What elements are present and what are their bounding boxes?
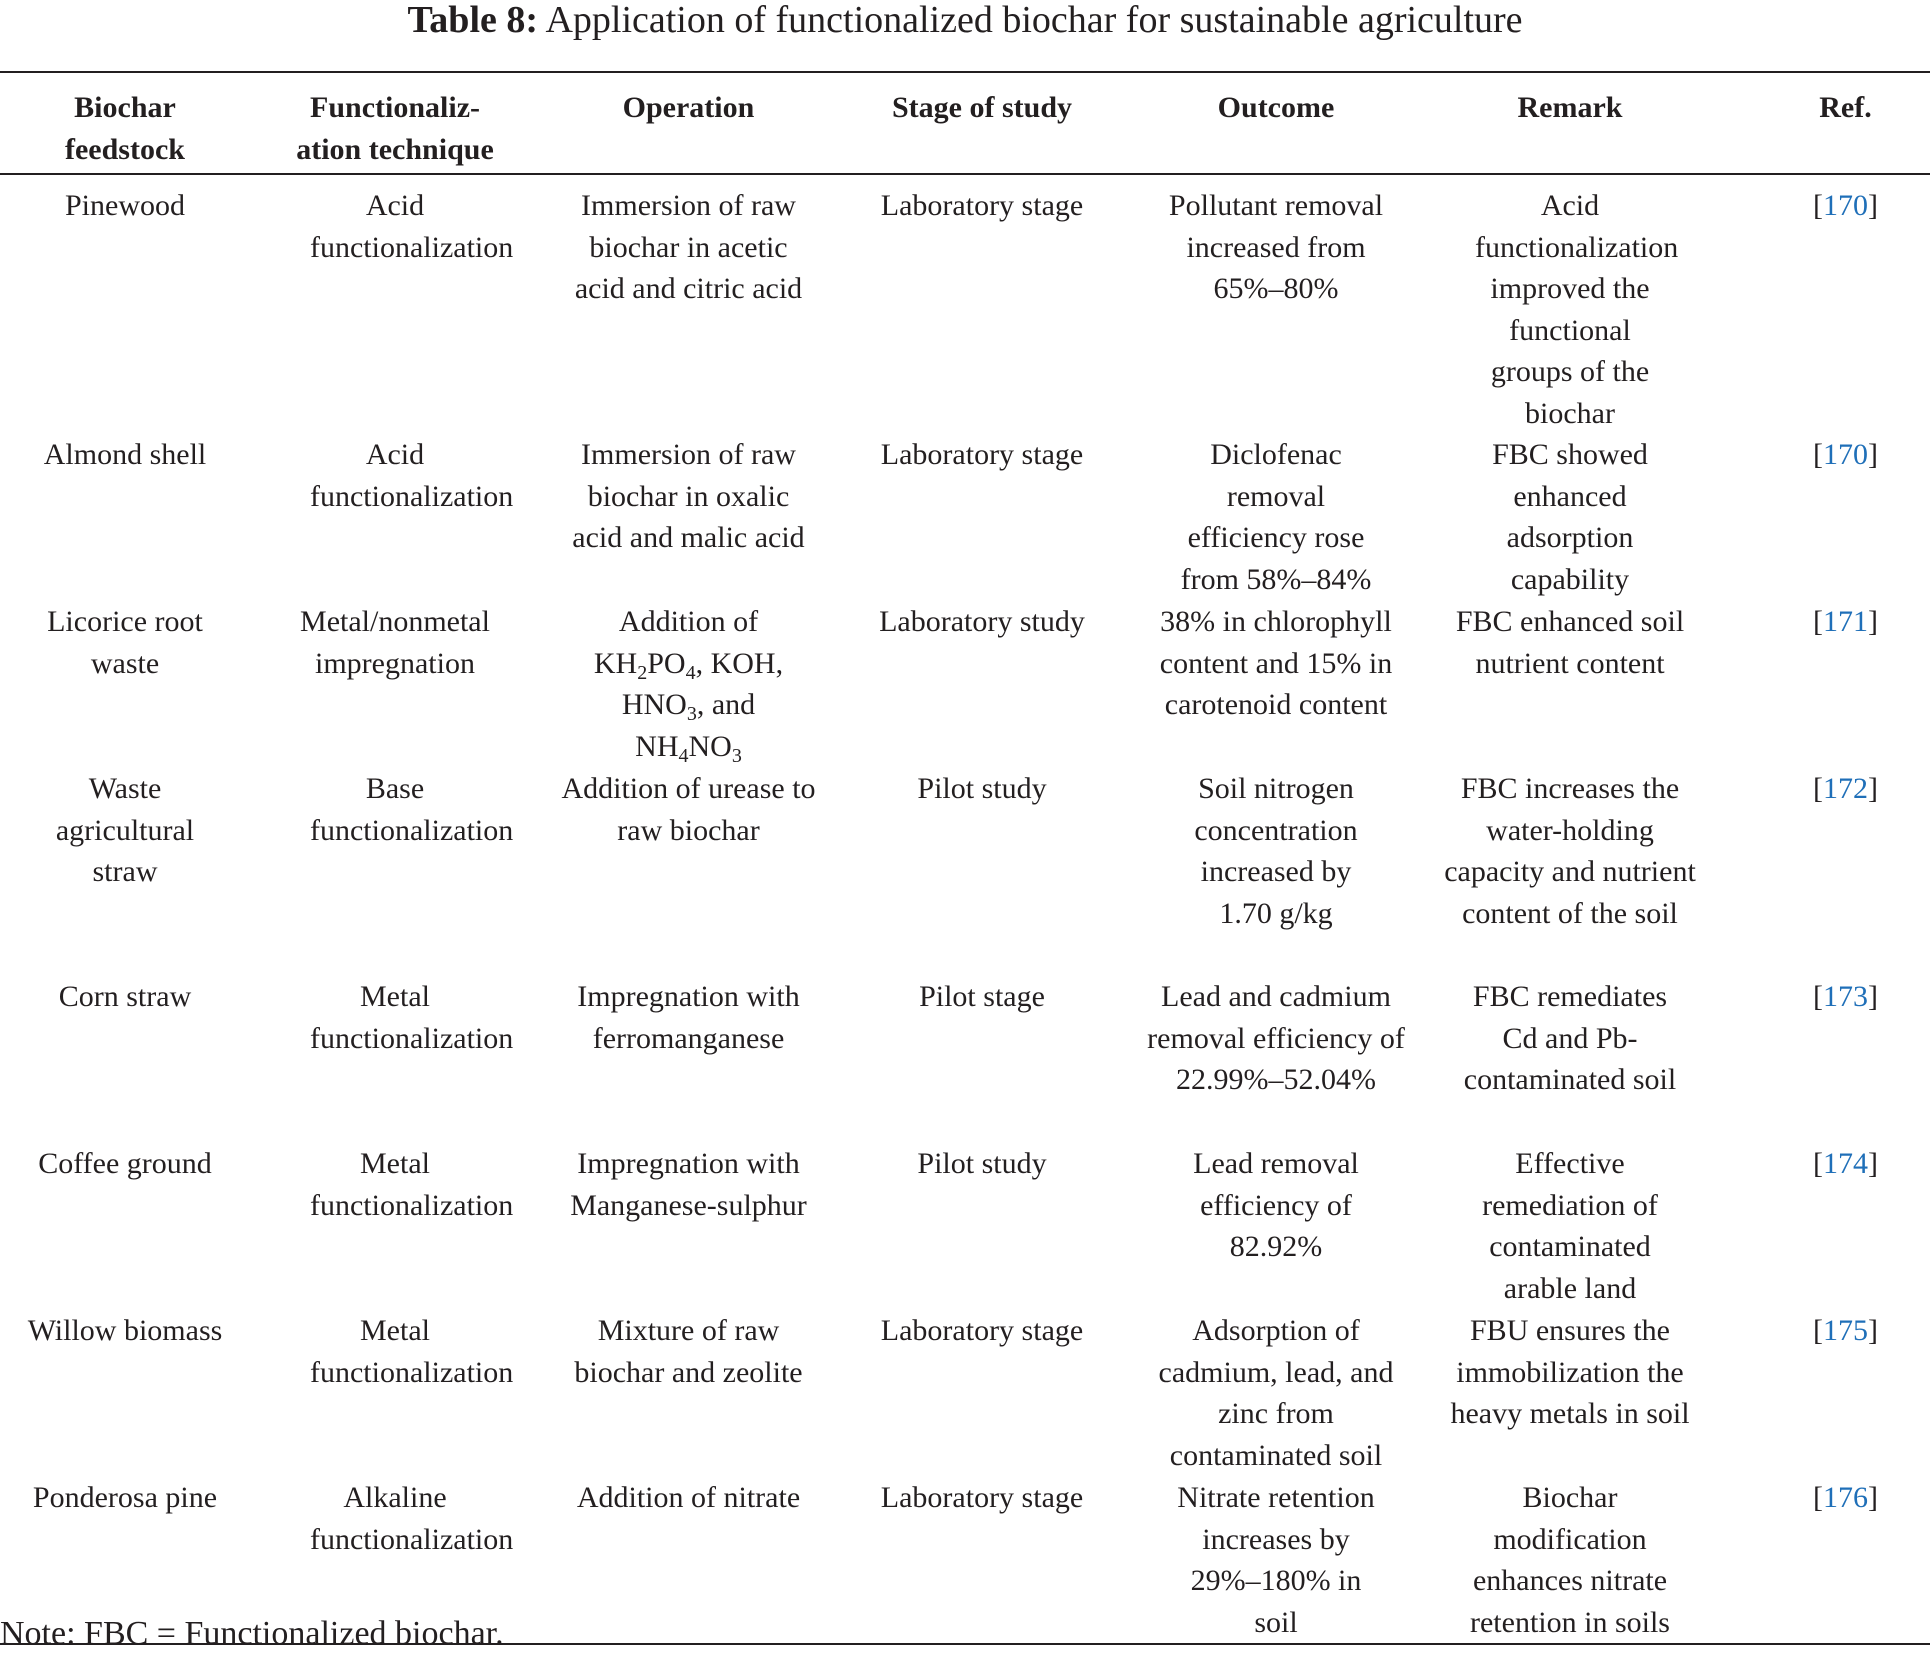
cell-outcome: Soil nitrogen concentration increased by 1.70 g/kg	[1194, 772, 1358, 930]
table-row	[0, 1310, 1930, 1477]
cell-ref[interactable]: [170]	[1813, 438, 1878, 471]
cell-stage: Laboratory stage	[880, 1314, 1084, 1347]
cell-operation: Impregnation with Manganese-sulphur	[570, 1147, 807, 1222]
ref-link[interactable]: 173	[1823, 980, 1868, 1013]
header-ref: Ref.	[1819, 91, 1872, 124]
table-container	[0, 71, 1930, 1645]
cell-remark: FBU ensures the immobilization the heavy metals in soil	[1450, 1314, 1690, 1430]
cell-ref[interactable]: [174]	[1813, 1147, 1878, 1180]
cell-feedstock: Pinewood	[65, 189, 185, 222]
header-row	[0, 72, 1930, 174]
cell-remark: FBC enhanced soil nutrient content	[1455, 605, 1685, 680]
ref-link[interactable]: 171	[1823, 605, 1868, 638]
cell-stage: Laboratory stage	[880, 1481, 1084, 1514]
cell-ref[interactable]: [176]	[1813, 1481, 1878, 1514]
ref-link[interactable]: 175	[1823, 1314, 1868, 1347]
cell-outcome: Nitrate retention increases by 29%–180% in soil	[1177, 1481, 1375, 1639]
cell-technique: Acid functionalization	[310, 189, 514, 264]
header-feedstock: Biochar feedstock	[65, 91, 185, 166]
cell-stage: Pilot stage	[919, 980, 1045, 1013]
caption-label: Table 8:	[407, 0, 539, 41]
table-row	[0, 174, 1930, 434]
header-outcome: Outcome	[1217, 91, 1335, 124]
header-stage: Stage of study	[891, 91, 1072, 124]
cell-technique: Metal functionalization	[310, 980, 514, 1055]
table-note: Note: FBC = Functionalized biochar.	[0, 1615, 504, 1652]
cell-remark: FBC increases the water-holding capacity and nutrient content of the soil	[1444, 772, 1696, 930]
cell-remark: Effective remediation of contaminated arable land	[1482, 1147, 1658, 1305]
cell-operation: Impregnation with ferromanganese	[577, 980, 800, 1055]
cell-stage: Pilot study	[917, 1147, 1047, 1180]
table-row	[0, 976, 1930, 1143]
table-row	[0, 434, 1930, 601]
cell-feedstock: Willow biomass	[27, 1314, 223, 1347]
ref-link[interactable]: 172	[1823, 772, 1868, 805]
cell-technique: Metal functionalization	[310, 1147, 514, 1222]
cell-remark: Acid functionalization improved the functional groups of the biochar	[1475, 189, 1679, 430]
ref-link[interactable]: 174	[1823, 1147, 1868, 1180]
cell-outcome: Lead removal efficiency of 82.92%	[1193, 1147, 1359, 1263]
ref-link[interactable]: 170	[1823, 438, 1868, 471]
caption-title: Application of functionalized biochar for sustainable agriculture	[545, 0, 1523, 41]
table-row	[0, 1143, 1930, 1310]
ref-link[interactable]: 170	[1823, 189, 1868, 222]
biochar-table	[0, 71, 1930, 1645]
cell-stage: Laboratory stage	[880, 438, 1084, 471]
cell-stage: Laboratory study	[879, 605, 1085, 638]
cell-ref[interactable]: [171]	[1813, 605, 1878, 638]
cell-technique: Base functionalization	[310, 772, 514, 847]
cell-remark: Biochar modification enhances nitrate retention in soils	[1470, 1481, 1670, 1639]
cell-ref[interactable]: [170]	[1813, 189, 1878, 222]
cell-operation: Addition of nitrate	[576, 1481, 801, 1514]
cell-operation: Immersion of raw biochar in oxalic acid and malic acid	[572, 438, 805, 554]
cell-technique: Metal/nonmetal impregnation	[300, 605, 490, 680]
header-operation: Operation	[622, 91, 755, 124]
cell-ref[interactable]: [175]	[1813, 1314, 1878, 1347]
cell-stage: Pilot study	[917, 772, 1047, 805]
cell-stage: Laboratory stage	[880, 189, 1084, 222]
cell-outcome: Diclofenac removal efficiency rose from 58%–84%	[1180, 438, 1372, 596]
cell-technique: Alkaline functionalization	[310, 1481, 514, 1556]
cell-feedstock: Ponderosa pine	[32, 1481, 218, 1514]
cell-operation: Mixture of raw biochar and zeolite	[574, 1314, 803, 1389]
cell-feedstock: Coffee ground	[38, 1147, 212, 1180]
cell-feedstock: Almond shell	[43, 438, 207, 471]
cell-outcome: Lead and cadmium removal efficiency of 22.99%–52.04%	[1147, 980, 1405, 1096]
table-caption	[0, 0, 1930, 40]
table-row	[0, 601, 1930, 768]
cell-operation: Addition of $KH_2PO_4$, KOH, $HNO_3$, and $NH_4NO_3$	[593, 605, 784, 767]
cell-remark: FBC showed enhanced adsorption capability	[1492, 438, 1648, 596]
cell-outcome: 38% in chlorophyll content and 15% in carotenoid content	[1159, 605, 1393, 721]
cell-technique: Acid functionalization	[310, 438, 514, 513]
table-row	[0, 768, 1930, 976]
cell-outcome: Pollutant removal increased from 65%–80%	[1168, 189, 1384, 305]
cell-feedstock: Licorice root waste	[47, 605, 203, 680]
cell-feedstock: Waste agricultural straw	[55, 772, 195, 888]
cell-feedstock: Corn straw	[58, 980, 192, 1013]
cell-technique: Metal functionalization	[310, 1314, 514, 1389]
header-remark: Remark	[1517, 91, 1623, 124]
header-technique: Functionaliz-ation technique	[296, 91, 494, 166]
ref-link[interactable]: 176	[1823, 1481, 1868, 1514]
cell-outcome: Adsorption of cadmium, lead, and zinc from contaminated soil	[1158, 1314, 1394, 1472]
cell-operation: Immersion of raw biochar in acetic acid and citric acid	[574, 189, 803, 305]
cell-remark: FBC remediates Cd and Pb-contaminated soil	[1463, 980, 1677, 1096]
cell-ref[interactable]: [173]	[1813, 980, 1878, 1013]
cell-operation: Addition of urease to raw biochar	[561, 772, 816, 847]
cell-ref[interactable]: [172]	[1813, 772, 1878, 805]
